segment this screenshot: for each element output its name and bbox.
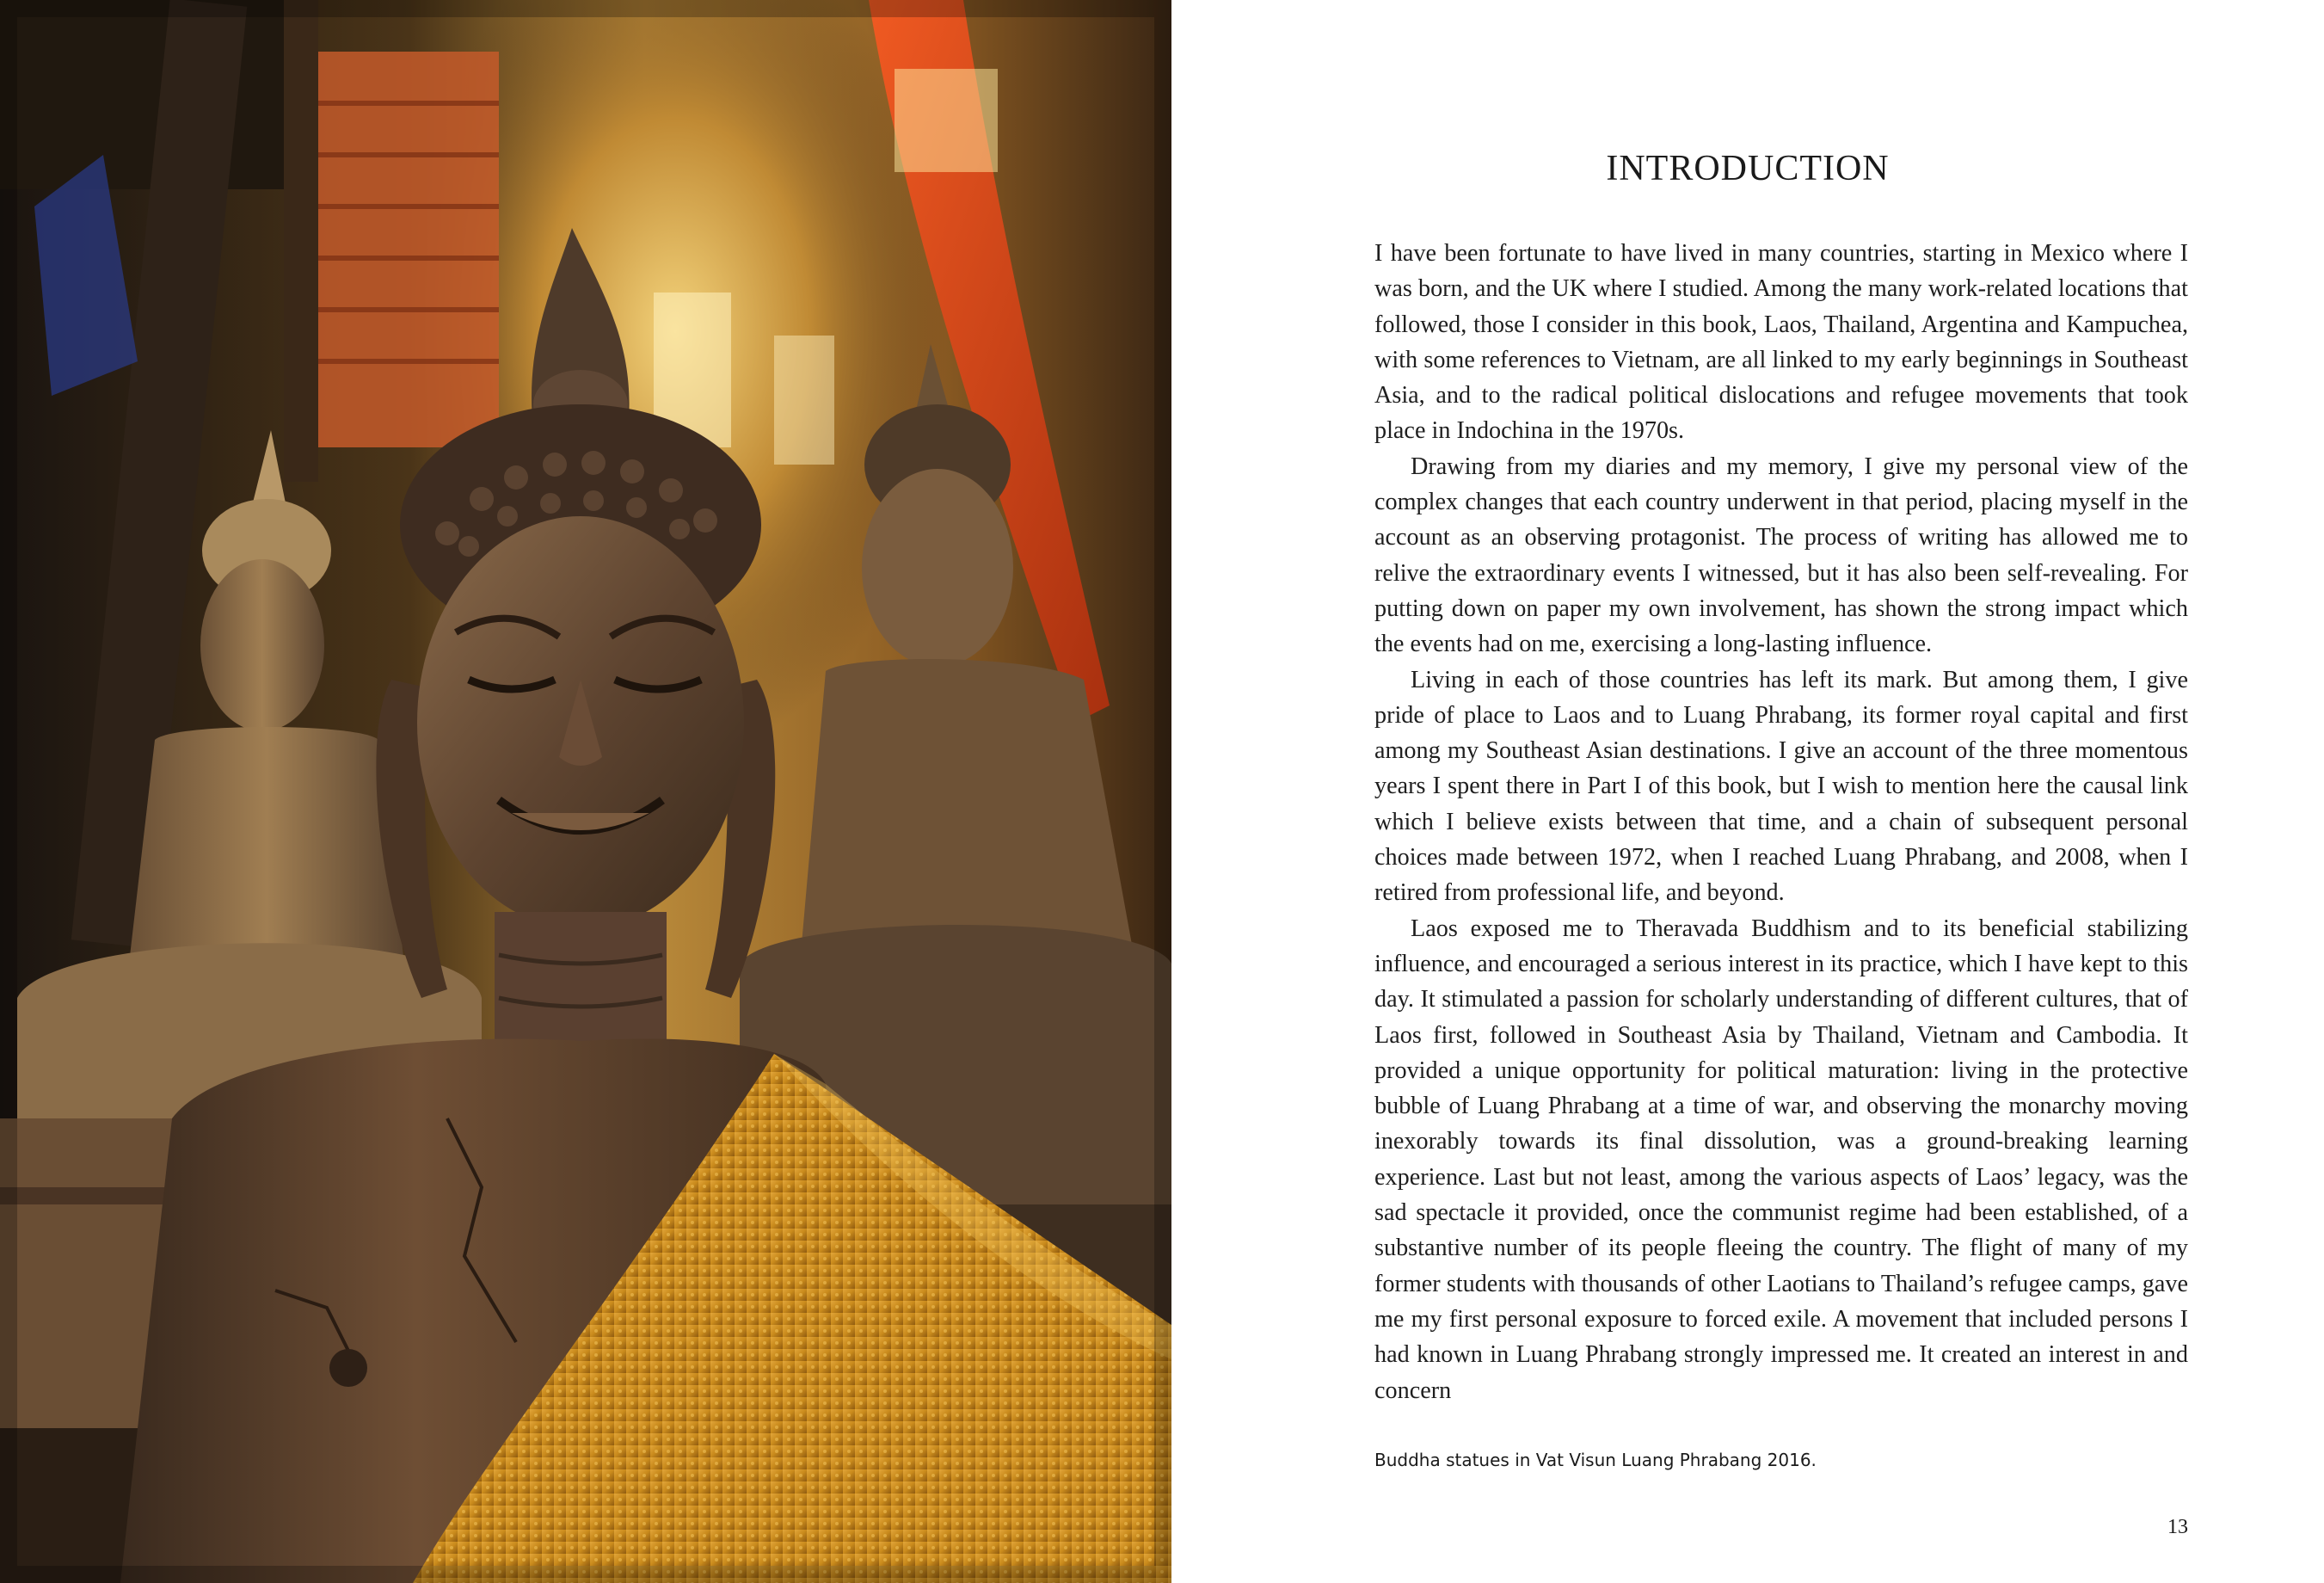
body-text bbox=[1374, 236, 2188, 1408]
text-page bbox=[1171, 0, 2324, 1583]
paragraph: Living in each of those countries has left its mark. But among them, I give pride of place to Laos and to Luang Phrabang, its former royal capital and first among my Southeast Asian destinations. I give an account of the three momentous years I spent there in Part I of this book, but I wish to mention here the causal link which I believe exists between that time, and a chain of subsequent personal choices made between 1972, when I reached Luang Phrabang, and 2008, when I retired from professional life, and beyond. bbox=[1374, 666, 2188, 907]
chapter-title: INTRODUCTION bbox=[1606, 149, 1890, 188]
photo-caption: Buddha statues in Vat Visun Luang Phrabang 2016. bbox=[1374, 1450, 1817, 1470]
paragraph: I have been fortunate to have lived in many countries, starting in Mexico where I was born, and the UK where I studied. Among the many work-related locations that followed, those I consider in this book, Laos, Thailand, Argentina and Kampuchea, with some references to Vietnam, are all linked to my early beginnings in Southeast Asia, and to the radical political dislocations and refugee movements that took place in Indochina in the 1970s. bbox=[1374, 240, 2188, 445]
paragraph: Drawing from my diaries and my memory, I give my personal view of the complex changes that each country underwent in that period, placing myself in the account as an observing protagonist. The process of writing has allowed me to relive the extraordinary events I witnessed, but it has also been self-revealing. For putting down on paper my own involvement, has shown the strong impact which the events had on me, exercising a long-lasting influence. bbox=[1374, 453, 2188, 658]
page-number: 13 bbox=[2167, 1516, 2188, 1538]
paragraph: Laos exposed me to Theravada Buddhism and to its beneficial stabilizing influence, and encouraged a serious interest in its practice, which I have kept to this day. It stimulated a passion for scholarly understanding of different cultures, that of Laos first, followed in Southeast Asia by Thailand, Vietnam and Cambodia. It provided a unique opportunity for political maturation: living in the protective bubble of Luang Phrabang at a time of war, and observing the monarchy moving inexorably towards its final dissolution, was a ground-breaking learning experience. Last but not least, among the various aspects of Laos’ legacy, was the sad spectacle it provided, once the communist regime had been established, of a substantive number of its people fleeing the country. The flight of many of my former students with thousands of other Laotians to Thailand’s refugee camps, gave me my first personal exposure to forced exile. A movement that included persons I had known in Luang Phrabang strongly impressed me. It created an interest in and concern bbox=[1374, 915, 2188, 1404]
